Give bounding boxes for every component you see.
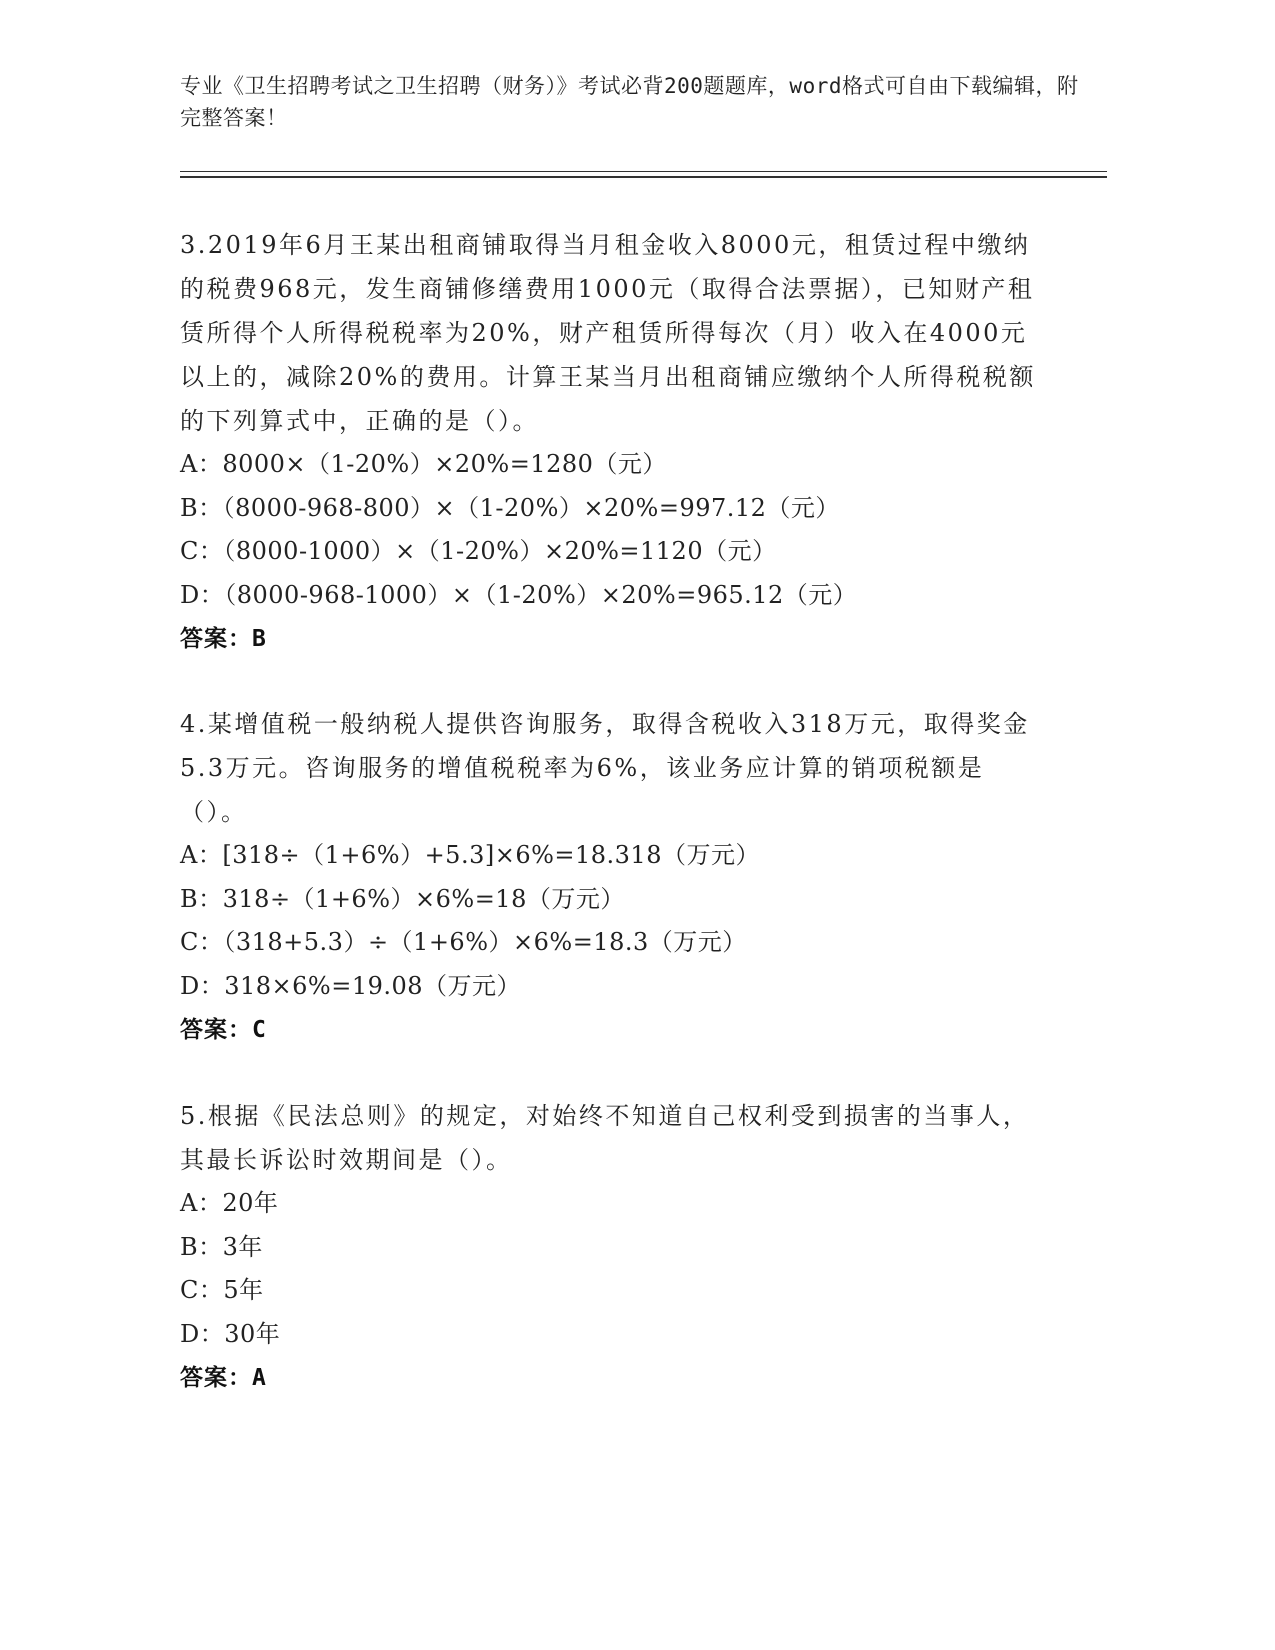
answer-label: 答案：A: [180, 1365, 267, 1391]
question-5: [180, 1094, 1050, 1400]
option-d: D：318×6%=19.08（万元）: [180, 971, 522, 1000]
option-b: B：318÷（1+6%）×6%=18（万元）: [180, 884, 625, 913]
option-c: C：（8000-1000）×（1-20%）×20%=1120（元）: [180, 537, 777, 565]
question-4: [180, 702, 1050, 1052]
header-divider-thin: [180, 171, 1107, 172]
option-c: C：5年: [180, 1276, 264, 1304]
document-header: 专业《卫生招聘考试之卫生招聘（财务）》考试必背200题题库，word格式可自由下载编辑，附完整答案！: [180, 74, 1079, 130]
question-3: [180, 223, 1050, 661]
option-c: C：（318+5.3）÷（1+6%）×6%=18.3（万元）: [180, 928, 747, 956]
question-stem: 4.某增值税一般纳税人提供咨询服务，取得含税收入318万元，取得奖金5.3万元。咨询服务的增值税税率为6%，该业务应计算的销项税额是（）。: [180, 710, 1030, 826]
option-b: B：3年: [180, 1232, 263, 1261]
answer-label: 答案：B: [180, 626, 267, 652]
answer-label: 答案：C: [180, 1017, 267, 1043]
option-a: A：[318÷（1+6%）+5.3]×6%=18.318（万元）: [180, 841, 760, 869]
option-a: A：20年: [180, 1189, 279, 1217]
option-b: B：（8000-968-800）×（1-20%）×20%=997.12（元）: [180, 493, 840, 522]
option-d: D：（8000-968-1000）×（1-20%）×20%=965.12（元）: [180, 580, 858, 609]
header-divider-thick: [180, 176, 1107, 178]
option-d: D：30年: [180, 1319, 281, 1348]
option-a: A：8000×（1-20%）×20%=1280（元）: [180, 450, 667, 478]
question-stem: 3.2019年6月王某出租商铺取得当月租金收入8000元，租赁过程中缴纳的税费968元，发生商铺修缮费用1000元（取得合法票据），已知财产租赁所得个人所得税税率为20%，财产租赁所得每次（月）收入在4000元以上的，减除20%的费用。计算王某当月出租商铺应缴纳个人所得税税额的下列算式中，正确的是（）。: [180, 231, 1036, 435]
question-stem: 5.根据《民法总则》的规定，对始终不知道自己权利受到损害的当事人，其最长诉讼时效期间是（）。: [180, 1102, 1030, 1174]
